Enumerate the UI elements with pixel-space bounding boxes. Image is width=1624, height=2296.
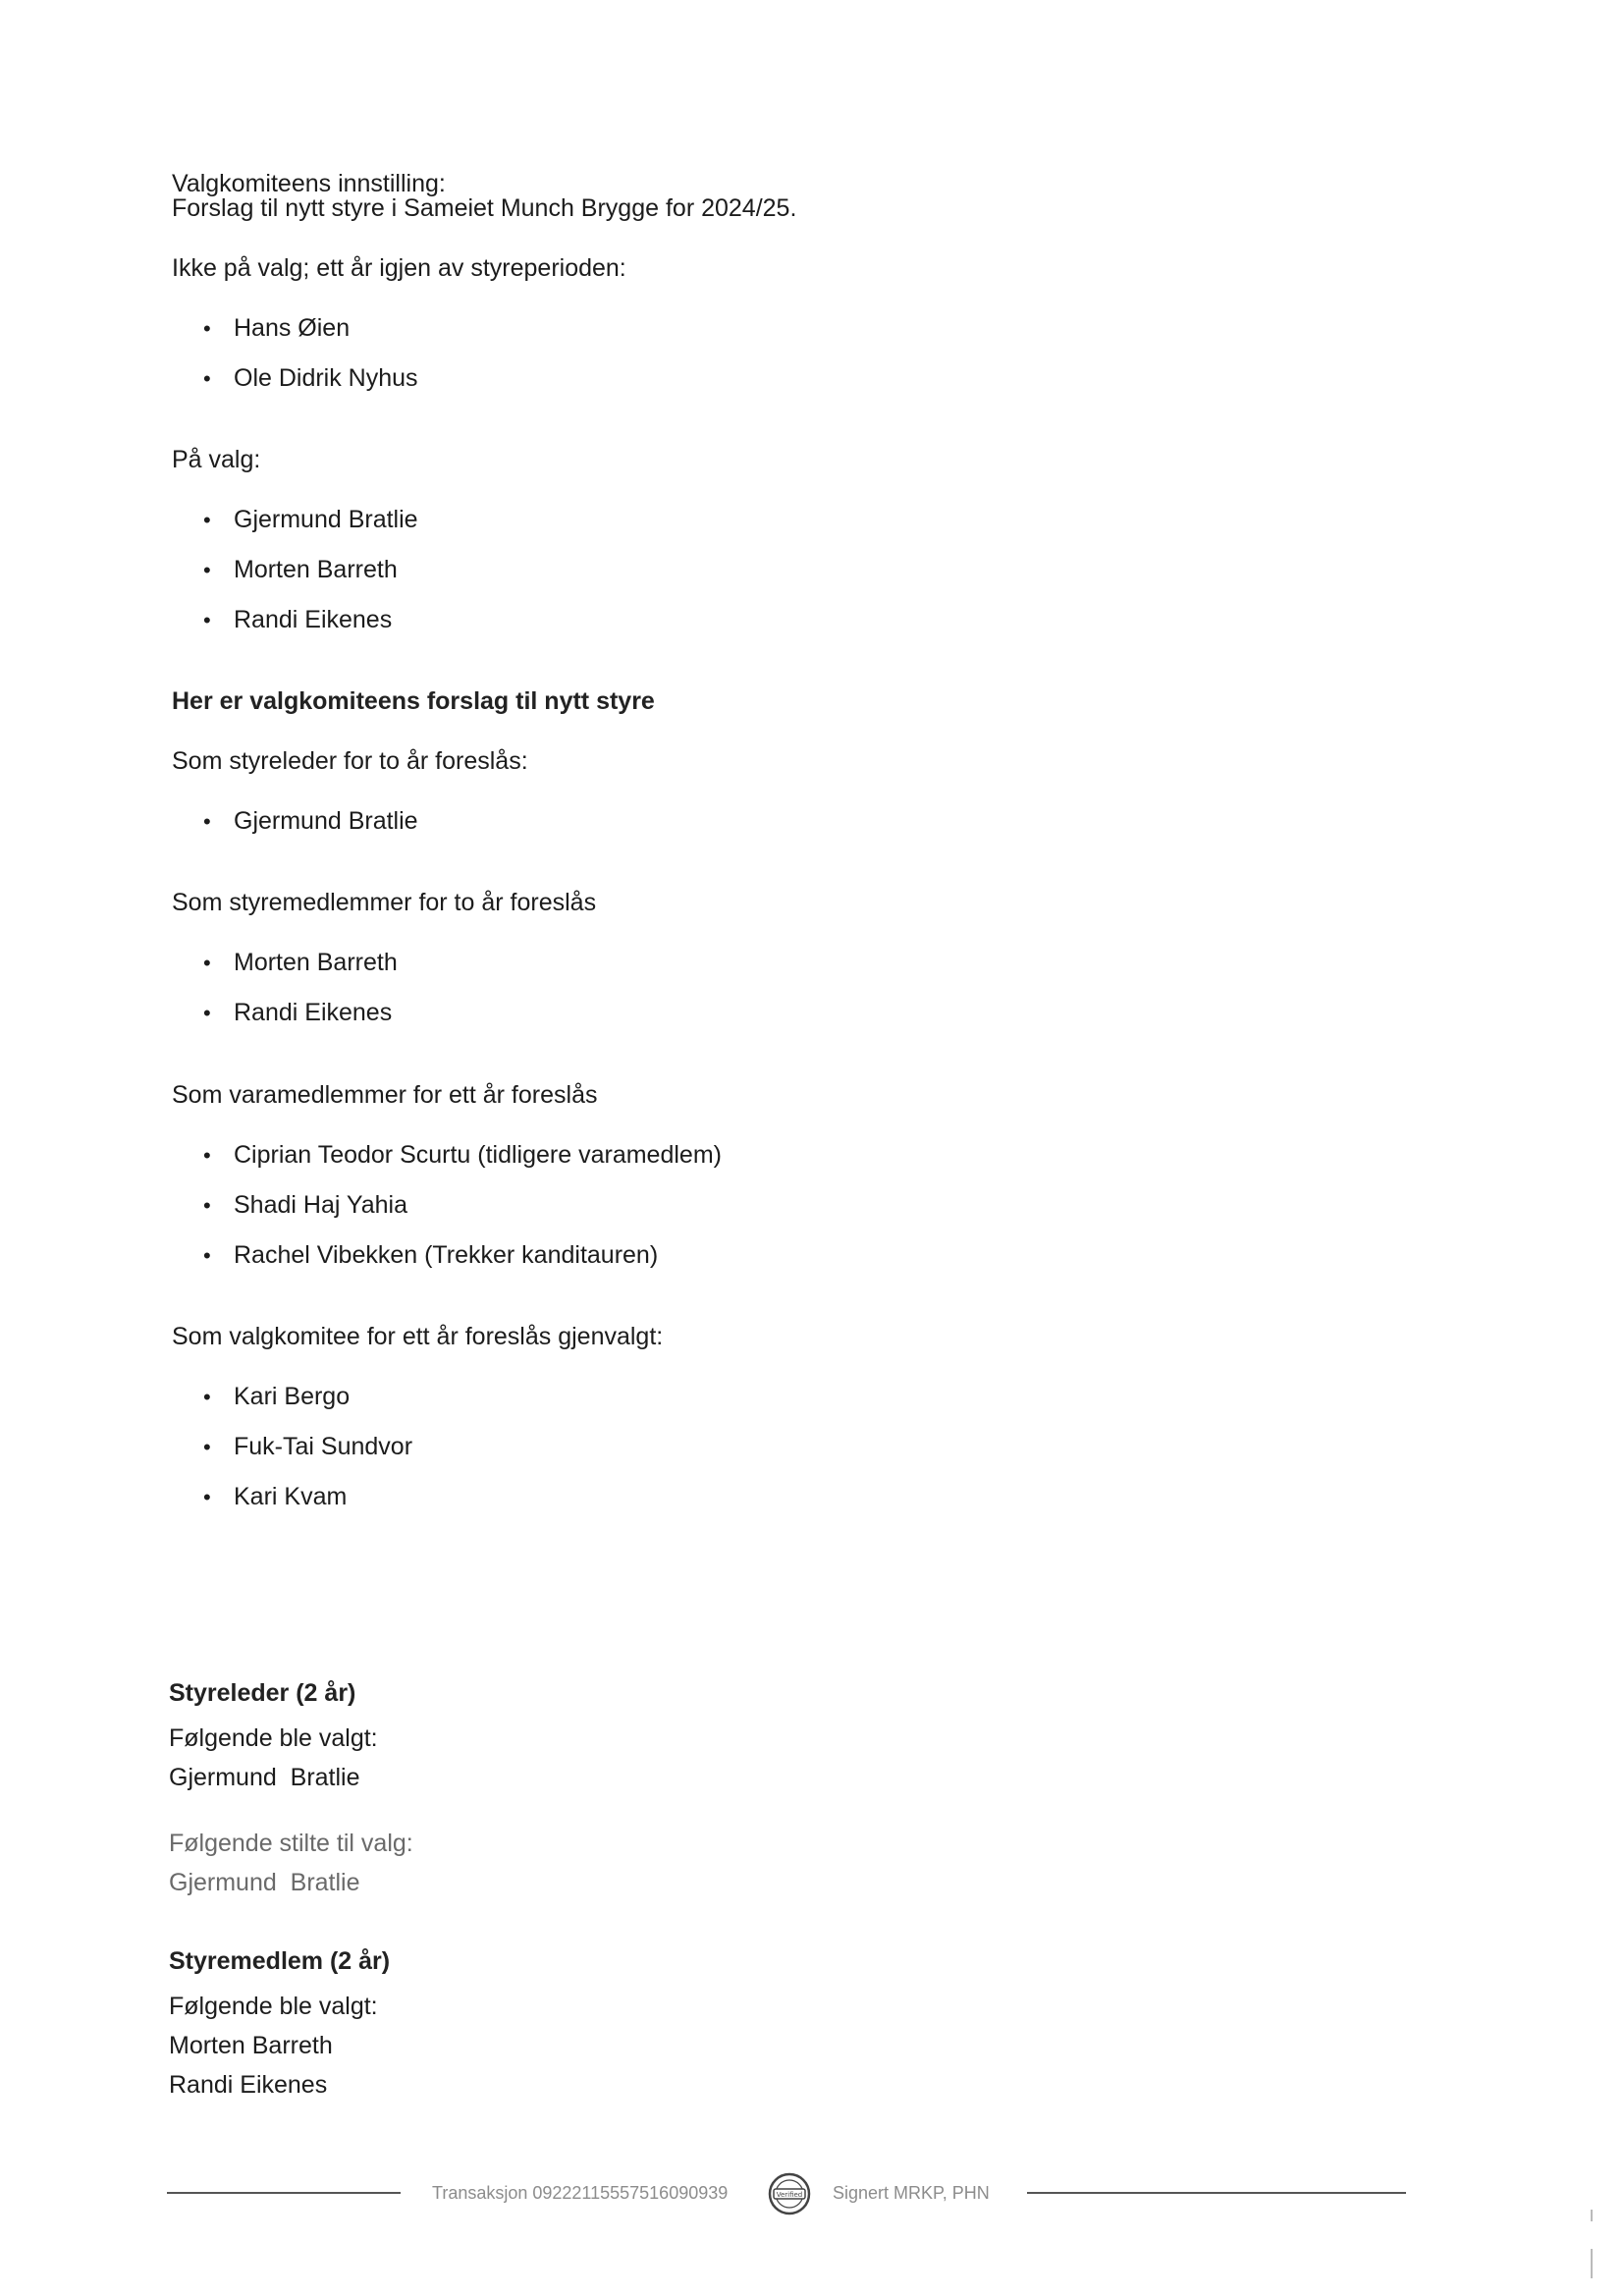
section-heading-committee: Som valgkomitee for ett år foreslås gjenvalgt: <box>172 1323 664 1350</box>
section-heading-chair: Som styreleder for to år foreslås: <box>172 747 528 775</box>
result-elected-name: Gjermund Bratlie <box>169 1764 360 1791</box>
bullet: • <box>203 1243 211 1268</box>
bullet: • <box>203 366 211 391</box>
footer-rule-right <box>1027 2192 1406 2194</box>
list-item: Gjermund Bratlie <box>234 506 418 533</box>
bullet: • <box>203 1193 211 1218</box>
scan-mark <box>1591 2249 1593 2278</box>
list-item: Randi Eikenes <box>234 999 393 1026</box>
result-elected-name: Randi Eikenes <box>169 2071 328 2099</box>
list-item: Hans Øien <box>234 314 351 342</box>
document-title: Valgkomiteens innstilling: <box>172 170 446 197</box>
list-item: Morten Barreth <box>234 556 398 583</box>
signature-status: Signert MRKP, PHN <box>833 2183 990 2203</box>
bullet: • <box>203 608 211 632</box>
bullet: • <box>203 558 211 582</box>
result-elected-label: Følgende ble valgt: <box>169 1724 378 1752</box>
list-item: Ole Didrik Nyhus <box>234 364 418 392</box>
scan-mark <box>1591 2210 1593 2221</box>
list-item: Morten Barreth <box>234 949 398 976</box>
section-heading-not-up: Ikke på valg; ett år igjen av styreperioden: <box>172 254 626 282</box>
bullet: • <box>203 1435 211 1459</box>
result-candidates-label: Følgende stilte til valg: <box>169 1830 413 1857</box>
result-heading-chair: Styreleder (2 år) <box>169 1679 356 1707</box>
list-item: Ciprian Teodor Scurtu (tidligere varamedlem) <box>234 1141 722 1169</box>
result-heading-members: Styremedlem (2 år) <box>169 1947 391 1975</box>
footer-rule-left <box>167 2192 401 2194</box>
result-candidate-name: Gjermund Bratlie <box>169 1869 360 1896</box>
bullet: • <box>203 1385 211 1409</box>
bullet: • <box>203 316 211 341</box>
section-heading-deputies: Som varamedlemmer for ett år foreslås <box>172 1081 598 1109</box>
result-elected-label: Følgende ble valgt: <box>169 1993 378 2020</box>
list-item: Randi Eikenes <box>234 606 393 633</box>
verification-seal-icon <box>768 2172 811 2215</box>
section-heading-up: På valg: <box>172 446 261 473</box>
section-heading-members: Som styremedlemmer for to år foreslås <box>172 889 597 916</box>
bullet: • <box>203 1143 211 1168</box>
bullet: • <box>203 809 211 834</box>
bullet: • <box>203 1001 211 1025</box>
document-subtitle: Forslag til nytt styre i Sameiet Munch Brygge for 2024/25. <box>172 194 797 222</box>
transaction-id: Transaksjon 09222115557516090939 <box>432 2183 729 2203</box>
list-item: Rachel Vibekken (Trekker kanditauren) <box>234 1241 659 1269</box>
seal-text: Verified <box>776 2191 803 2199</box>
result-elected-name: Morten Barreth <box>169 2032 333 2059</box>
proposal-heading: Her er valgkomiteens forslag til nytt styre <box>172 687 655 715</box>
list-item: Fuk-Tai Sundvor <box>234 1433 413 1460</box>
list-item: Kari Bergo <box>234 1383 351 1410</box>
list-item: Gjermund Bratlie <box>234 807 418 835</box>
bullet: • <box>203 508 211 532</box>
bullet: • <box>203 1485 211 1509</box>
bullet: • <box>203 951 211 975</box>
list-item: Kari Kvam <box>234 1483 348 1510</box>
list-item: Shadi Haj Yahia <box>234 1191 407 1219</box>
